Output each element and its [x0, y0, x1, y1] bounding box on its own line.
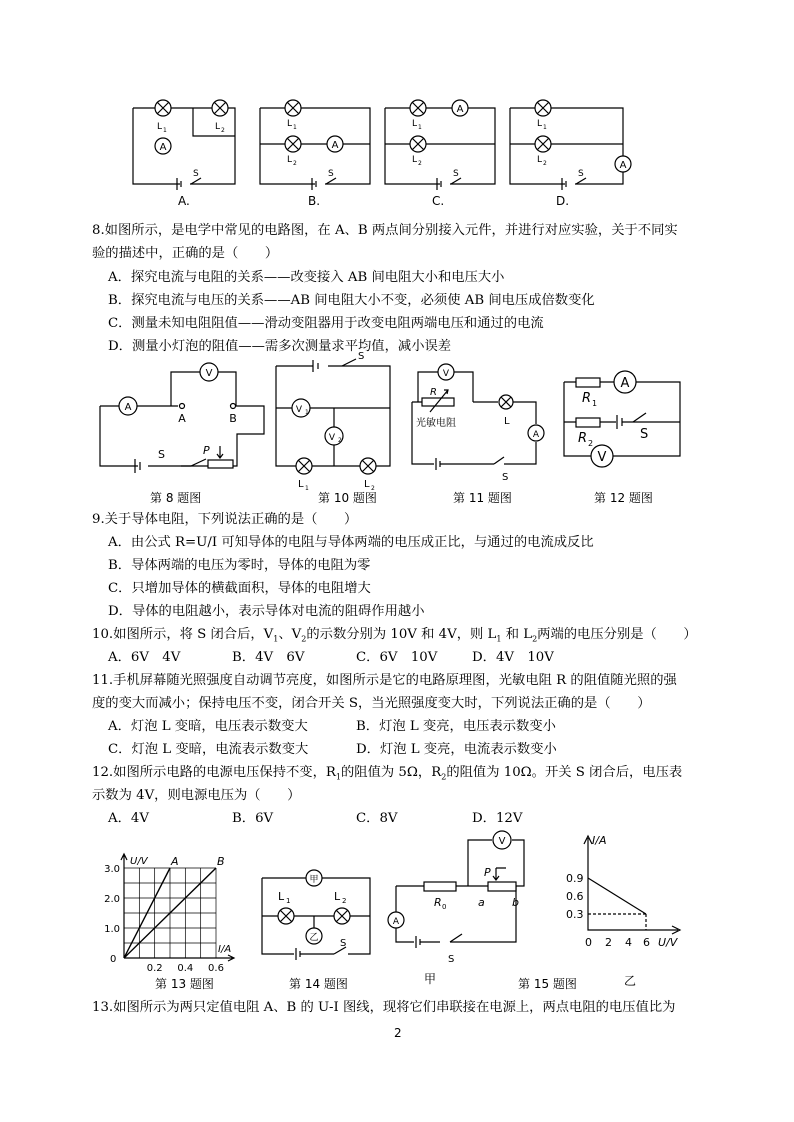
fig7-circuit-d: [505, 96, 635, 211]
q13-stem: 13.如图所示为两只定值电阻 A、B 的 U-I 图线，现将它们串联接在电源上，两点电阻的电压值比为: [92, 1000, 676, 1015]
svg-text:2: 2: [543, 160, 547, 167]
svg-text:2: 2: [342, 897, 347, 905]
ammeter-label: A: [159, 142, 167, 153]
svg-text:2: 2: [293, 160, 297, 167]
svg-text:A: A: [392, 917, 400, 927]
fig12-caption: 第 12 题图: [594, 491, 653, 505]
series-label-b: B: [217, 855, 225, 868]
x-axis: [124, 955, 234, 961]
svg-text:0.9: 0.9: [566, 872, 584, 885]
svg-text:0.3: 0.3: [566, 908, 584, 921]
fig15-label-yi: 乙: [624, 974, 637, 988]
svg-text:1: 1: [163, 127, 167, 134]
q12-stem-2: 示数为 4V，则电源电压为（ ）: [92, 788, 301, 803]
svg-text:L: L: [364, 479, 370, 490]
fig8-caption: 第 8 题图: [150, 491, 202, 505]
fig7-label-a: A.: [178, 194, 190, 208]
fig11-caption: 第 11 题图: [453, 491, 512, 505]
svg-text:R: R: [430, 387, 437, 398]
q10-option-d: D．4V 10V: [472, 650, 554, 665]
svg-text:A: A: [331, 140, 339, 151]
svg-text:1: 1: [592, 399, 598, 408]
q9-stem: 9.关于导体电阻，下列说法正确的是（ ）: [92, 512, 358, 527]
svg-text:L: L: [298, 479, 304, 490]
fig15-circuit-jia: [388, 830, 528, 970]
fig10-circuit: [268, 351, 398, 492]
svg-text:A: A: [532, 430, 540, 440]
svg-text:1: 1: [305, 485, 309, 492]
svg-text:S: S: [358, 351, 365, 362]
svg-text:S: S: [328, 169, 334, 179]
fig13-caption: 第 13 题图: [155, 977, 214, 991]
svg-text:U/V: U/V: [658, 936, 678, 949]
svg-text:S: S: [193, 169, 199, 179]
q11-option-b: B．灯泡 L 变亮，电压表示数变小: [356, 719, 556, 734]
svg-text:2: 2: [338, 437, 342, 444]
svg-text:a: a: [478, 896, 485, 909]
svg-text:L: L: [287, 119, 293, 129]
svg-text:L: L: [334, 890, 341, 903]
q10-option-c: C．6V 10V: [356, 650, 438, 665]
svg-text:L: L: [504, 416, 510, 427]
fig11-circuit: [408, 362, 548, 483]
q11-stem-2: 度的变大而减小；保持电压不变，闭合开关 S，当光照强度变大时，下列说法正确的是（ ）: [92, 696, 651, 711]
svg-text:A: A: [178, 412, 186, 425]
q8-option-c: C．测量未知电阻阻值——滑动变阻器用于改变电阻两端电压和通过的电流: [108, 316, 544, 331]
svg-text:2: 2: [418, 160, 422, 167]
svg-text:R: R: [582, 391, 592, 406]
svg-text:0: 0: [585, 936, 592, 949]
svg-text:I/A: I/A: [592, 834, 607, 847]
y-tick-label: 1.0: [104, 924, 120, 935]
svg-text:S: S: [158, 448, 165, 461]
fig13-chart: [96, 838, 256, 978]
fig14-circuit: [258, 870, 378, 965]
x-tick-label: 0.2: [146, 963, 163, 974]
svg-text:4: 4: [625, 936, 632, 949]
y-axis-label: U/V: [130, 856, 148, 867]
svg-text:2: 2: [221, 127, 225, 134]
svg-text:A: A: [124, 402, 132, 413]
q10-option-b: B．4V 6V: [232, 650, 305, 665]
q12-stem-1: 12.如图所示电路的电源电压保持不变，$R_1$的阻值为 5Ω，$R_2$的阻值为 10Ω。开关 S 闭合后，电压表: [92, 765, 683, 782]
svg-text:L: L: [278, 890, 285, 903]
q8-stem-1: 8.如图所示，是电学中常见的电路图，在 A、B 两点间分别接入元件，并进行对应实验，关于不同实: [92, 223, 678, 238]
svg-text:R: R: [434, 896, 442, 909]
svg-text:乙: 乙: [309, 933, 319, 943]
svg-text:L: L: [412, 119, 418, 129]
svg-text:A: A: [619, 160, 627, 171]
svg-text:L: L: [287, 155, 293, 165]
fig15-label-jia: 甲: [424, 972, 437, 986]
svg-text:0.6: 0.6: [566, 890, 584, 903]
svg-text:1: 1: [286, 897, 291, 905]
fig10-caption: 第 10 题图: [318, 491, 377, 505]
svg-text:S: S: [578, 169, 584, 179]
svg-text:1: 1: [543, 124, 547, 131]
fig7-label-c: C.: [432, 194, 445, 208]
y-axis: [121, 854, 127, 958]
svg-text:P: P: [484, 866, 491, 879]
q9-option-a: A．由公式 R=U/I 可知导体的电阻与导体两端的电压成正比，与通过的电流成反比: [108, 535, 594, 550]
x-tick-label: 0.4: [177, 963, 194, 974]
q12-option-c: C．8V: [356, 811, 398, 826]
q11-option-d: D．灯泡 L 变亮，电流表示数变小: [356, 742, 557, 757]
fig8-circuit: [96, 362, 271, 472]
q11-option-a: A．灯泡 L 变暗，电压表示数变大: [108, 719, 308, 734]
q8-stem-2: 验的描述中，正确的是（ ）: [92, 246, 279, 261]
page-number: 2: [394, 1026, 402, 1040]
svg-text:b: b: [512, 896, 519, 909]
svg-text:2: 2: [605, 936, 612, 949]
fig15-caption: 第 15 题图: [518, 977, 577, 991]
q9-option-b: B．导体两端的电压为零时，导体的电阻为零: [108, 558, 371, 573]
q8-option-b: B．探究电流与电压的关系——AB 间电阻大小不变，必须使 AB 间电压成倍数变化: [108, 293, 595, 308]
svg-text:6: 6: [643, 936, 650, 949]
svg-text:V: V: [442, 369, 450, 379]
svg-text:B: B: [229, 412, 237, 425]
svg-text:0: 0: [442, 903, 447, 911]
svg-text:V: V: [295, 405, 303, 415]
q9-option-d: D．导体的电阻越小，表示导体对电流的阻碍作用越小: [108, 604, 425, 619]
svg-text:A: A: [620, 376, 630, 391]
q10-option-a: A．6V 4V: [108, 650, 181, 665]
svg-text:V: V: [205, 368, 213, 379]
svg-text:L: L: [215, 122, 221, 132]
q12-option-b: B．6V: [232, 811, 274, 826]
svg-text:L: L: [157, 122, 163, 132]
q12-option-d: D．12V: [472, 811, 523, 826]
q10-stem: 10.如图所示，将 S 闭合后，$V_1$、$V_2$的示数分别为 10V 和 4V，则 $L_1$ 和 $L_2$两端的电压分别是（ ）: [92, 627, 697, 644]
y-tick-label: 2.0: [104, 894, 120, 905]
svg-text:S: S: [448, 954, 455, 965]
y-tick-label: 3.0: [104, 864, 120, 875]
fig15-graph-yi: [560, 832, 690, 962]
fig14-caption: 第 14 题图: [289, 977, 348, 991]
svg-text:S: S: [453, 169, 459, 179]
q8-option-d: D．测量小灯泡的阻值——需多次测量求平均值，减小误差: [108, 339, 452, 354]
svg-text:1: 1: [418, 124, 422, 131]
q11-option-c: C．灯泡 L 变暗，电流表示数变大: [108, 742, 309, 757]
svg-text:1: 1: [293, 124, 297, 131]
q11-stem-1: 11.手机屏幕随光照强度自动调节亮度，如图所示是它的电路原理图，光敏电阻 R 的阻值随光照的强: [92, 673, 677, 688]
svg-text:V: V: [597, 450, 607, 465]
fig12-circuit: [560, 362, 685, 477]
svg-text:2: 2: [371, 485, 375, 492]
svg-text:L: L: [537, 155, 543, 165]
svg-text:1: 1: [305, 409, 309, 416]
svg-text:L: L: [412, 155, 418, 165]
origin-label: 0: [110, 954, 117, 965]
fig7-label-b: B.: [308, 194, 321, 208]
svg-text:S: S: [640, 427, 649, 442]
svg-text:2: 2: [588, 439, 594, 448]
svg-text:甲: 甲: [309, 875, 319, 885]
svg-text:R: R: [578, 431, 588, 446]
svg-text:V: V: [498, 836, 506, 847]
svg-text:S: S: [340, 938, 347, 949]
svg-text:A: A: [456, 104, 464, 115]
q12-option-a: A．4V: [108, 811, 149, 826]
q8-option-a: A．探究电流与电阻的关系——改变接入 AB 间电阻大小和电压大小: [108, 270, 505, 285]
series-label-a: A: [171, 855, 179, 868]
x-axis-label: I/A: [218, 944, 232, 955]
fig7-label-d: D.: [556, 194, 570, 208]
q9-option-c: C．只增加导体的横截面积，导体的电阻增大: [108, 581, 371, 596]
svg-text:L: L: [537, 119, 543, 129]
svg-text:S: S: [502, 472, 509, 483]
svg-text:光敏电阻: 光敏电阻: [416, 418, 456, 429]
svg-text:V: V: [328, 433, 336, 443]
x-tick-label: 0.6: [208, 963, 224, 974]
svg-text:P: P: [203, 444, 210, 457]
